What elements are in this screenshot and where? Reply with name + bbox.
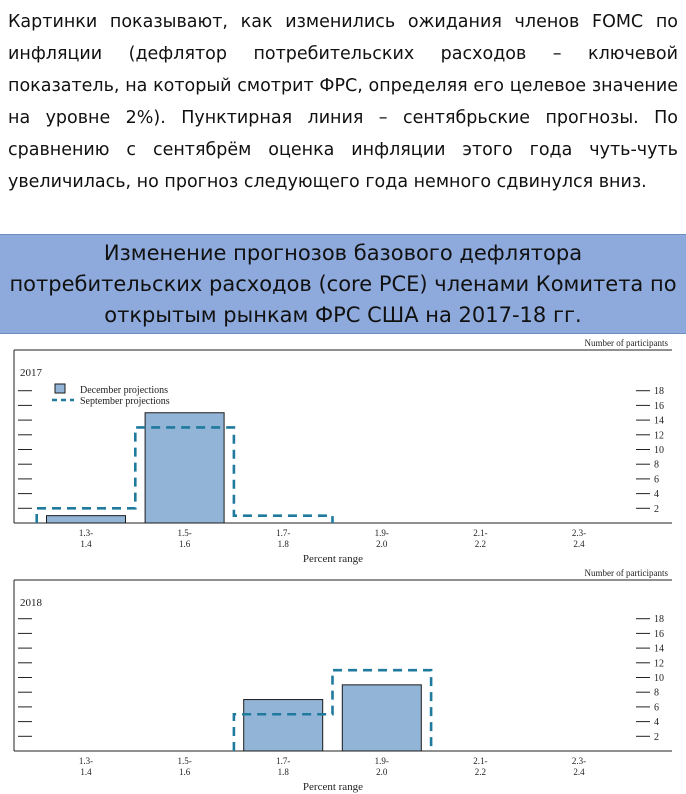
y-axis-title: Number of participants	[584, 568, 668, 578]
intro-paragraph: Картинки показывают, как изменились ожидания членов FOMC по инфляции (дефлятор потребительских расходов – ключевой показатель, на который смотрит ФРС, определяя его целевое значение на уровне 2%). Пунктирная линия – сентябрьские прогнозы. По сравнению с сентябрём оценка инфляции этого года чуть-чуть увеличилась, но прогноз следующего года немного сдвинулся вниз.	[8, 12, 678, 192]
y-tick-label: 18	[654, 386, 664, 398]
x-tick-label-top: 2.3-	[571, 756, 587, 766]
x-tick-label-bottom: 1.6	[178, 767, 191, 777]
panel-year-label: 2017	[20, 367, 42, 379]
x-tick-label-top: 1.9-	[374, 528, 389, 538]
x-tick-label-bottom: 1.4	[80, 539, 92, 549]
x-tick-label-top: 1.7-	[276, 528, 291, 538]
x-tick-label-bottom: 2.0	[376, 539, 388, 549]
y-tick-label: 6	[654, 702, 659, 714]
y-tick-label: 14	[654, 643, 664, 655]
x-axis-title: Percent range	[302, 553, 364, 565]
x-tick-label-bottom: 2.4	[573, 539, 585, 549]
bar-december	[145, 413, 224, 523]
bar-december	[342, 685, 421, 751]
y-tick-label: 16	[654, 628, 664, 640]
x-tick-label-bottom: 2.2	[474, 767, 487, 777]
x-tick-label-bottom: 2.2	[474, 539, 487, 549]
panel-year-label: 2018	[20, 597, 42, 609]
y-tick-label: 8	[654, 687, 659, 699]
y-tick-label: 12	[654, 658, 664, 670]
y-axis-title: Number of participants	[584, 338, 668, 348]
y-tick-label: 14	[654, 415, 664, 427]
x-tick-label-bottom: 1.6	[178, 539, 191, 549]
x-tick-label-bottom: 1.4	[80, 767, 92, 777]
x-tick-label-top: 2.3-	[571, 528, 587, 538]
chart-2018-svg	[0, 566, 686, 794]
y-tick-label: 10	[654, 445, 664, 456]
y-tick-label: 10	[654, 673, 664, 684]
x-tick-label-top: 1.7-	[276, 756, 291, 766]
x-tick-label-bottom: 1.8	[277, 539, 289, 549]
x-tick-label-top: 2.1-	[473, 528, 488, 538]
y-tick-label: 18	[654, 614, 664, 626]
legend-swatch-december	[55, 384, 65, 393]
x-tick-label-bottom: 2.4	[573, 767, 585, 777]
bar-december	[244, 700, 323, 751]
chart-banner	[0, 234, 686, 334]
chart-2017-svg	[0, 336, 686, 566]
y-tick-label: 2	[654, 503, 659, 515]
y-tick-label: 8	[654, 459, 659, 471]
x-tick-label-bottom: 2.0	[376, 767, 388, 777]
y-tick-label: 4	[654, 489, 659, 501]
chart-2018	[0, 566, 686, 794]
banner-title: Изменение прогнозов базового дефлятора потребительских расходов (core PCE) членами Комитета по открытым рынкам ФРС США на 2017-18 гг.	[9, 240, 677, 327]
legend-label-december: December projections	[80, 385, 169, 396]
x-tick-label-top: 2.1-	[473, 756, 488, 766]
y-tick-label: 12	[654, 430, 664, 442]
x-tick-label-top: 1.3-	[78, 756, 94, 766]
y-tick-label: 16	[654, 400, 664, 412]
legend-label-september: September projections	[80, 396, 170, 407]
x-tick-label-bottom: 1.8	[277, 767, 289, 777]
y-tick-label: 4	[654, 717, 659, 729]
y-tick-label: 2	[654, 731, 659, 743]
x-tick-label-top: 1.5-	[177, 528, 192, 538]
bar-december	[47, 516, 126, 523]
chart-2017	[0, 336, 686, 566]
x-tick-label-top: 1.3-	[78, 528, 94, 538]
x-tick-label-top: 1.9-	[374, 756, 389, 766]
x-axis-title: Percent range	[302, 781, 364, 793]
x-tick-label-top: 1.5-	[177, 756, 192, 766]
y-tick-label: 6	[654, 474, 659, 486]
